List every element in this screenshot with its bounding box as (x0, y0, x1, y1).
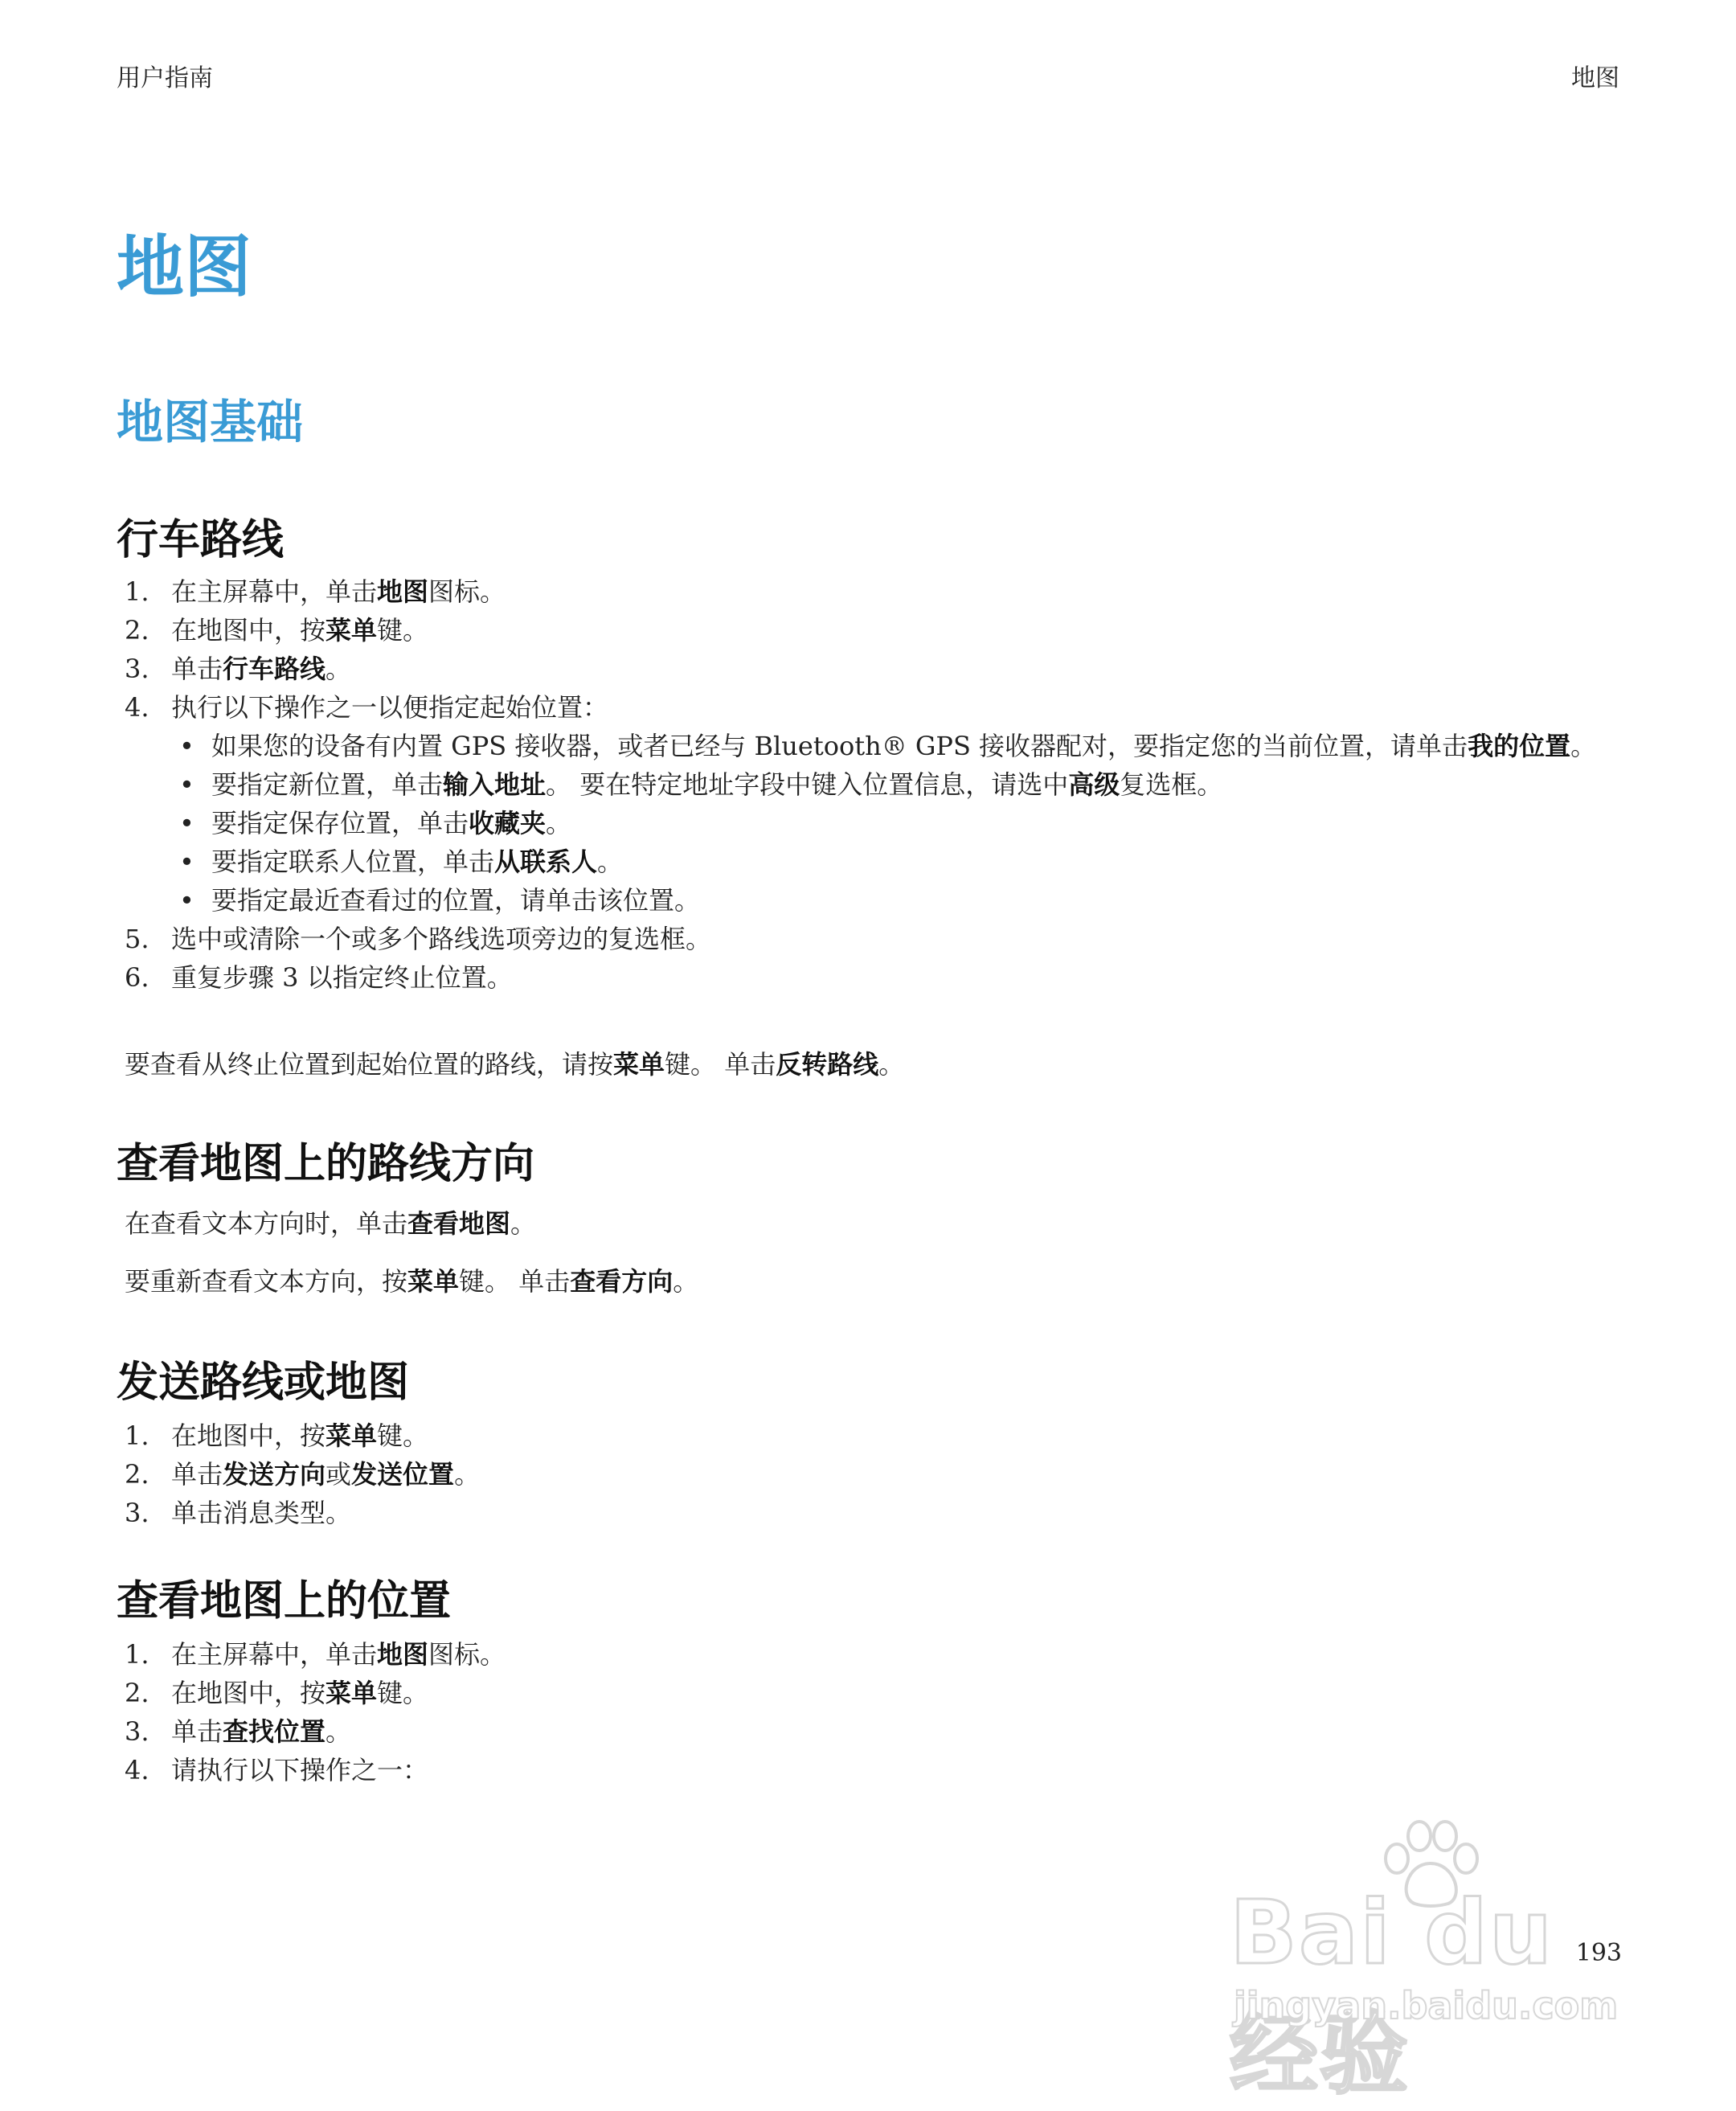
bullet-item (125, 727, 1619, 765)
list-item (125, 1494, 1619, 1532)
page-number: 193 (1575, 1939, 1622, 1967)
text-run: 。 (1570, 731, 1597, 761)
bullet-icon: • (179, 769, 194, 800)
list-item (125, 920, 1619, 958)
text-run: 要指定联系人位置，单击 (211, 846, 495, 877)
bullet-item (125, 804, 1619, 842)
text-run: 要指定新位置，单击 (211, 769, 444, 800)
list-item (125, 1712, 1619, 1751)
bullet-item (125, 765, 1619, 804)
ui-term: 输入地址 (443, 769, 547, 800)
baidu-watermark (1230, 1817, 1648, 2106)
subsection-title-view-location-on-map: 查看地图上的位置 (117, 1577, 452, 1625)
view-route-paragraph-2 (125, 1262, 698, 1301)
subsection-title-driving-directions: 行车路线 (117, 516, 285, 564)
text-run: 。 (326, 1716, 352, 1747)
ui-term: 我的位置 (1468, 731, 1571, 761)
ui-term: 菜单 (326, 1420, 378, 1451)
text-run: 在主屏幕中，单击 (171, 1639, 378, 1670)
ui-term: 高级 (1068, 769, 1120, 800)
text-run: 复选框。 (1120, 769, 1223, 800)
watermark-brand-text: Bai du 经验 (1230, 1881, 1554, 2106)
list-item (125, 1751, 1619, 1789)
text-run: 如果您的设备有内置 GPS 接收器，或者已经与 Bluetooth® GPS 接收器配对，要指定您的当前位置，请单击 (211, 731, 1468, 761)
step-number: 1. (125, 1420, 149, 1451)
text-run: 单击消息类型。 (171, 1498, 352, 1528)
list-item (125, 1674, 1619, 1712)
step-number: 3. (125, 1716, 149, 1747)
text-run: 在地图中，按 (171, 615, 326, 646)
text-run: 。 (546, 808, 572, 838)
step-number: 2. (125, 1459, 149, 1490)
text-run: 。 要在特定地址字段中键入位置信息，请选中 (546, 769, 1069, 800)
step-number: 2. (125, 1678, 149, 1708)
text-run: 要指定保存位置，单击 (211, 808, 469, 838)
list-item (125, 1416, 1619, 1455)
ui-term: 地图 (377, 576, 429, 607)
ui-term: 行车路线 (223, 654, 326, 684)
ui-term: 反转路线 (776, 1049, 879, 1080)
text-run: 键。 单击 (665, 1049, 776, 1080)
list-item (125, 572, 1619, 611)
text-run: 在主屏幕中，单击 (171, 576, 378, 607)
text-run: 在查看文本方向时，单击 (125, 1208, 408, 1239)
text-run: 请执行以下操作之一： (171, 1755, 429, 1785)
ui-term: 从联系人 (494, 846, 598, 877)
step-number: 4. (125, 1755, 149, 1785)
text-run: 键。 (377, 1678, 429, 1708)
text-run: 。 (454, 1459, 481, 1490)
ui-term: 菜单 (407, 1266, 460, 1297)
list-item (125, 1455, 1619, 1494)
subsection-title-send-route-or-map: 发送路线或地图 (117, 1359, 410, 1407)
header-chapter-name: 地图 (1571, 64, 1619, 92)
section-title: 地图基础 (117, 395, 304, 449)
bullet-item (125, 842, 1619, 881)
driving-directions-steps (125, 572, 1619, 997)
bullet-icon: • (179, 731, 194, 761)
text-run: 要查看从终止位置到起始位置的路线，请按 (125, 1049, 614, 1080)
step-number: 1. (125, 576, 149, 607)
view-location-steps (125, 1635, 1619, 1789)
ui-term: 菜单 (326, 615, 378, 646)
ui-term: 发送位置 (351, 1459, 455, 1490)
text-run: 。 (326, 654, 352, 684)
send-route-steps (125, 1416, 1619, 1532)
driving-directions-note (125, 1045, 904, 1084)
step-number: 5. (125, 924, 149, 954)
list-item (125, 1635, 1619, 1674)
text-run: 或 (326, 1459, 352, 1490)
step-number: 6. (125, 962, 149, 993)
text-run: 键。 (377, 615, 429, 646)
text-run: 单击 (171, 1459, 223, 1490)
ui-term: 菜单 (613, 1049, 665, 1080)
text-run: 键。 (377, 1420, 429, 1451)
text-run: 。 (510, 1208, 537, 1239)
list-item (125, 611, 1619, 650)
bullet-icon: • (179, 846, 194, 877)
ui-term: 地图 (377, 1639, 429, 1670)
step-number: 3. (125, 1498, 149, 1528)
step-number: 1. (125, 1639, 149, 1670)
watermark-url: jingyan.baidu.com (1234, 1984, 1619, 2027)
ui-term: 查找位置 (223, 1716, 326, 1747)
text-run: 选中或清除一个或多个路线选项旁边的复选框。 (171, 924, 712, 954)
text-run: 在地图中，按 (171, 1678, 326, 1708)
ui-term: 发送方向 (223, 1459, 326, 1490)
text-run: 要重新查看文本方向，按 (125, 1266, 408, 1297)
header-doc-title: 用户指南 (117, 64, 213, 92)
chapter-title: 地图 (117, 227, 252, 306)
text-run: 键。 单击 (459, 1266, 571, 1297)
text-run: 单击 (171, 654, 223, 684)
step-number: 2. (125, 615, 149, 646)
list-item (125, 688, 1619, 727)
ui-term: 收藏夹 (469, 808, 547, 838)
ui-term: 查看地图 (407, 1208, 511, 1239)
text-run: 图标。 (428, 576, 506, 607)
text-run: 。 (878, 1049, 905, 1080)
subsection-title-view-route-on-map: 查看地图上的路线方向 (117, 1140, 535, 1188)
text-run: 执行以下操作之一以便指定起始位置： (171, 692, 609, 723)
bullet-item (125, 881, 1619, 920)
text-run: 。 (597, 846, 624, 877)
step-number: 4. (125, 692, 149, 723)
text-run: 要指定最近查看过的位置，请单击该位置。 (211, 885, 701, 916)
view-route-paragraph-1 (125, 1204, 536, 1243)
bullet-icon: • (179, 808, 194, 838)
step-number: 3. (125, 654, 149, 684)
text-run: 单击 (171, 1716, 223, 1747)
ui-term: 查看方向 (570, 1266, 674, 1297)
list-item (125, 650, 1619, 688)
ui-term: 菜单 (326, 1678, 378, 1708)
text-run: 图标。 (428, 1639, 506, 1670)
text-run: 。 (673, 1266, 699, 1297)
list-item (125, 958, 1619, 997)
text-run: 在地图中，按 (171, 1420, 326, 1451)
text-run: 重复步骤 3 以指定终止位置。 (171, 962, 513, 993)
bullet-icon: • (179, 885, 194, 916)
